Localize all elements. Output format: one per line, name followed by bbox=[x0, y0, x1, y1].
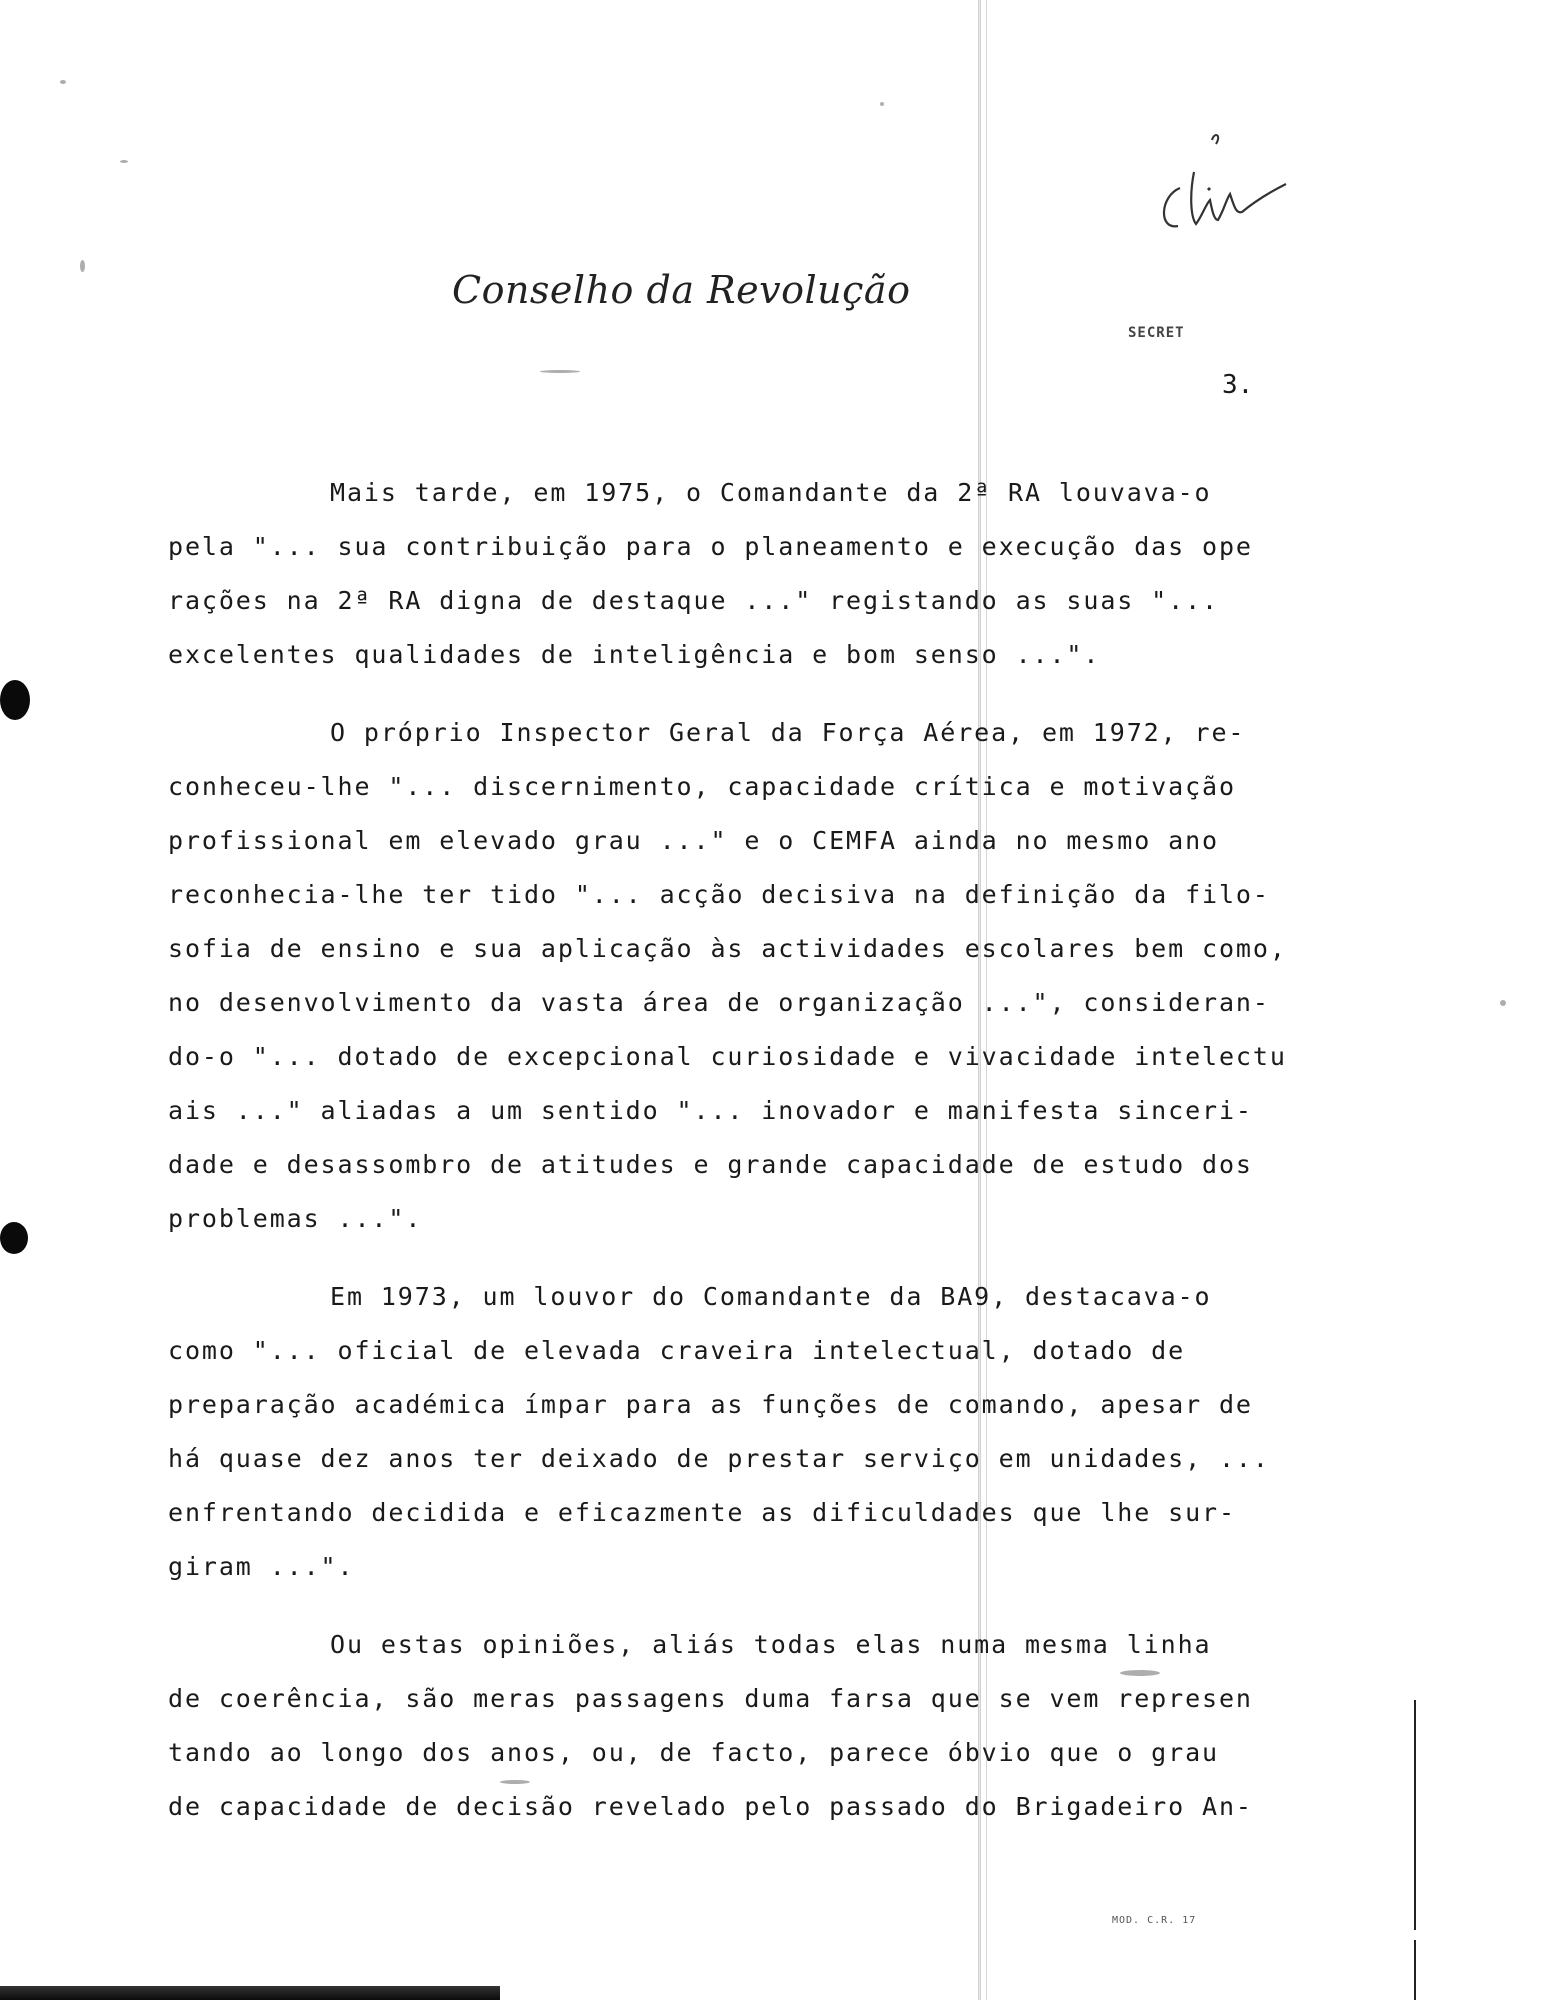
scan-bottom-bar bbox=[0, 1986, 500, 2000]
text-line: giram ...". bbox=[168, 1552, 355, 1581]
text-line: conheceu-lhe "... discernimento, capacidade crítica e motivação bbox=[168, 772, 1236, 801]
text-line: como "... oficial de elevada craveira intelectual, dotado de bbox=[168, 1336, 1186, 1365]
letterhead-title: Conselho da Revolução bbox=[452, 268, 911, 312]
text-line: preparação académica ímpar para as funções de comando, apesar de bbox=[168, 1390, 1253, 1419]
text-line: sofia de ensino e sua aplicação às actividades escolares bem como, bbox=[168, 934, 1287, 963]
text-line: excelentes qualidades de inteligência e bom senso ...". bbox=[168, 640, 1101, 669]
text-line: dade e desassombro de atitudes e grande capacidade de estudo dos bbox=[168, 1150, 1253, 1179]
text-line: rações na 2ª RA digna de destaque ..." registando as suas "... bbox=[168, 586, 1219, 615]
text-line: pela "... sua contribuição para o planeamento e execução das ope bbox=[168, 532, 1253, 561]
classification-stamp: SECRET bbox=[1128, 325, 1185, 341]
scan-speck bbox=[120, 160, 128, 163]
scan-speck bbox=[880, 102, 884, 106]
text-line: reconhecia-lhe ter tido "... acção decisiva na definição da filo- bbox=[168, 880, 1270, 909]
text-line: tando ao longo dos anos, ou, de facto, parece óbvio que o grau bbox=[168, 1738, 1219, 1767]
text-line: Mais tarde, em 1975, o Comandante da 2ª RA louvava-o bbox=[330, 478, 1212, 507]
scan-speck bbox=[1500, 1000, 1506, 1006]
paragraph bbox=[168, 1618, 1278, 1834]
text-line: ais ..." aliadas a um sentido "... inovador e manifesta sinceri- bbox=[168, 1096, 1253, 1125]
text-line: profissional em elevado grau ..." e o CEMFA ainda no mesmo ano bbox=[168, 826, 1219, 855]
text-line: Ou estas opiniões, aliás todas elas numa mesma linha bbox=[330, 1630, 1212, 1659]
text-line: O próprio Inspector Geral da Força Aérea, em 1972, re- bbox=[330, 718, 1246, 747]
text-line: de coerência, são meras passagens duma farsa que se vem represen bbox=[168, 1684, 1253, 1713]
text-line: Em 1973, um louvor do Comandante da BA9, destacava-o bbox=[330, 1282, 1212, 1311]
edge-rule-upper bbox=[1414, 1700, 1416, 1930]
punch-hole-bottom bbox=[0, 1222, 28, 1254]
page-number: 3. bbox=[1222, 370, 1254, 400]
text-line: há quase dez anos ter deixado de prestar serviço em unidades, ... bbox=[168, 1444, 1270, 1473]
text-line: enfrentando decidida e eficazmente as dificuldades que lhe sur- bbox=[168, 1498, 1236, 1527]
punch-hole-top bbox=[0, 680, 30, 720]
body-text bbox=[168, 466, 1287, 1858]
scan-speck bbox=[80, 260, 85, 272]
form-code: MOD. C.R. 17 bbox=[1112, 1915, 1197, 1926]
scan-speck bbox=[540, 370, 580, 373]
paragraph bbox=[168, 466, 1278, 682]
text-line: no desenvolvimento da vasta área de organização ...", consideran- bbox=[168, 988, 1270, 1017]
text-line: de capacidade de decisão revelado pelo passado do Brigadeiro An- bbox=[168, 1792, 1253, 1821]
paragraph bbox=[168, 1270, 1278, 1594]
scan-speck bbox=[60, 80, 66, 84]
handwritten-signature bbox=[1150, 130, 1290, 240]
edge-rule-lower bbox=[1414, 1940, 1416, 2000]
text-line: problemas ...". bbox=[168, 1204, 423, 1233]
text-line: do-o "... dotado de excepcional curiosidade e vivacidade intelectu bbox=[168, 1042, 1287, 1071]
paragraph bbox=[168, 706, 1287, 1246]
